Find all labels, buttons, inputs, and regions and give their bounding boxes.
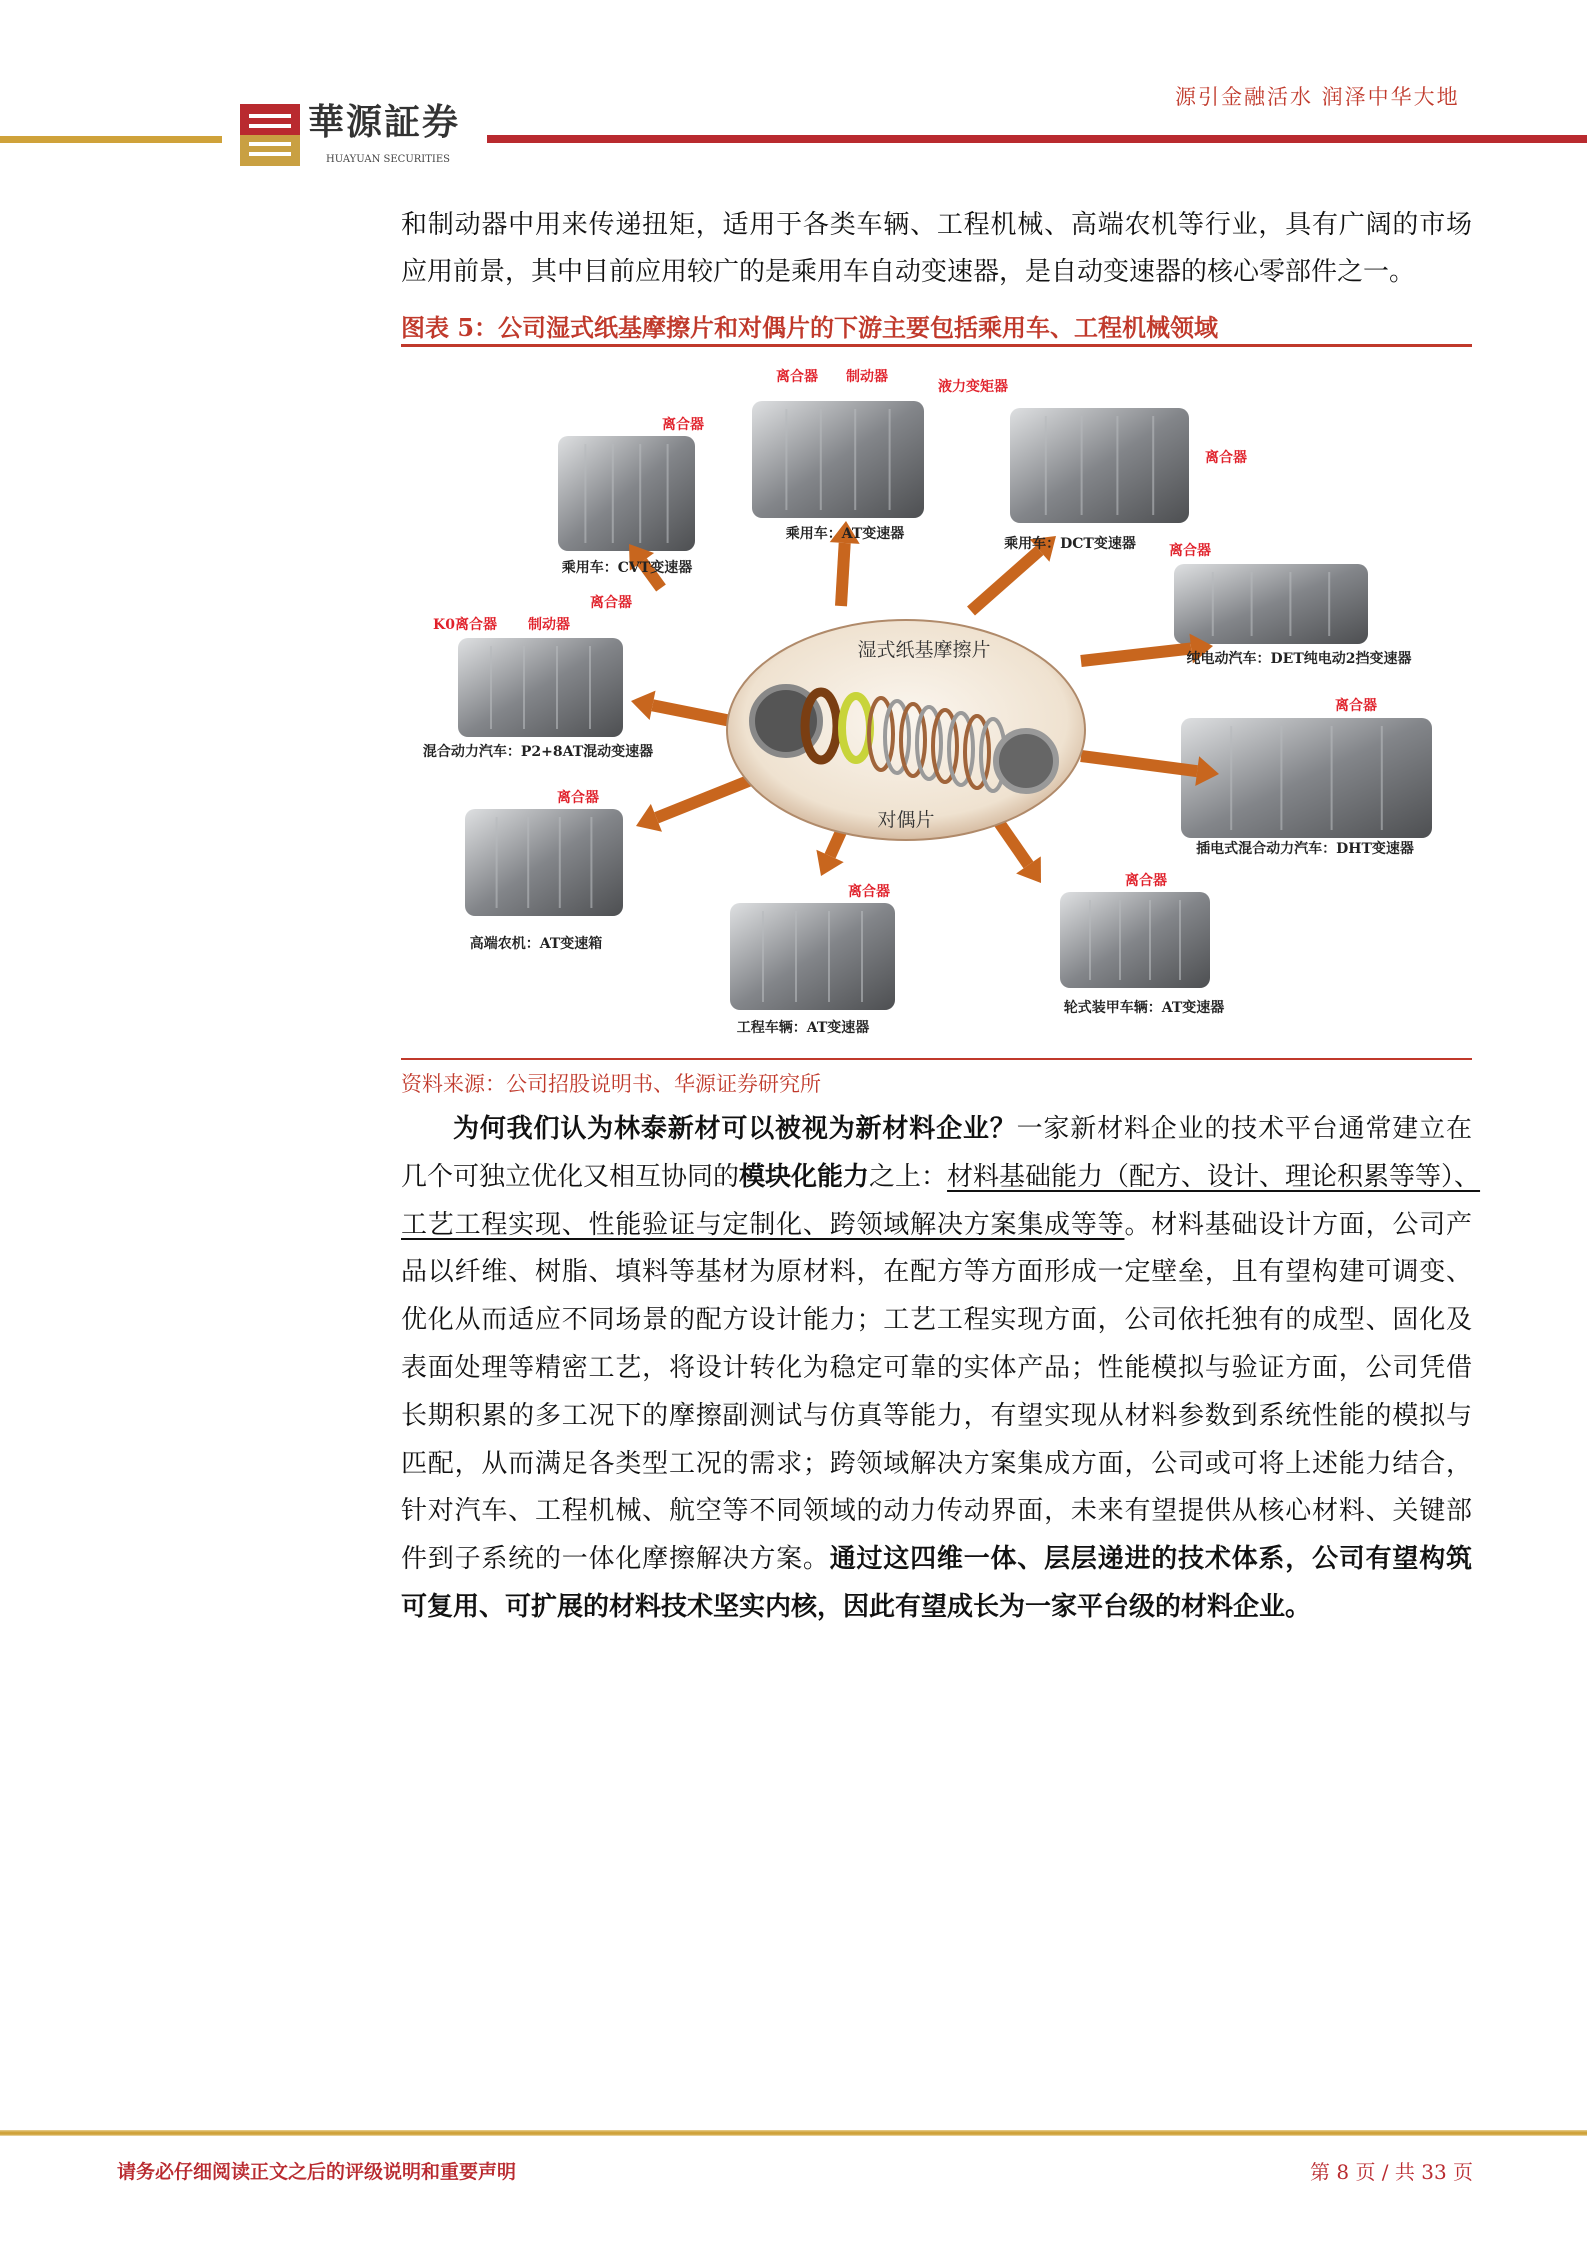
- item-caption-p2-8at: 混合动力汽车：P2+8AT混动变速器: [422, 744, 654, 760]
- huayuan-logo: [240, 100, 476, 170]
- text-segment: 。材料基础设计方面，公司产: [1124, 1209, 1472, 1240]
- page-number: 第 8 页 / 共 33 页: [1310, 2160, 1474, 2184]
- text-segment: 之上：: [869, 1161, 948, 1192]
- transmission-image: [465, 809, 623, 916]
- transmission-image: [558, 436, 695, 551]
- part-label-clutch: 离合器: [557, 790, 599, 806]
- part-label-clutch: 离合器: [590, 595, 632, 611]
- text-segment: 品以纤维、树脂、填料等基材为原材料，在配方等方面形成一定壁垒，且有望构建可调变、: [401, 1257, 1472, 1288]
- item-caption-at: 乘用车：AT变速器: [785, 526, 905, 542]
- bold-text: 可复用、可扩展的材料技术坚实内核，因此有望成长为一家平台级的材料企业。: [401, 1592, 1312, 1622]
- paragraph-line: [401, 1542, 1472, 1576]
- header-red-divider: [487, 135, 1587, 143]
- logo-english: HUAYUAN SECURITIES: [326, 154, 451, 165]
- part-label-clutch: 离合器: [1125, 873, 1167, 889]
- transmission-image: [1174, 564, 1368, 644]
- header-slogan: 源引金融活水 润泽中华大地: [1175, 85, 1460, 109]
- logo-name: 華源証券: [308, 101, 461, 143]
- figure-downstream-applications: [401, 356, 1472, 1056]
- intro-line: 应用前景，其中目前应用较广的是乘用车自动变速器，是自动变速器的核心零部件之一。: [401, 257, 1416, 287]
- logo-seal-icon: [240, 104, 300, 166]
- caption-divider: [401, 344, 1472, 347]
- transmission-image: [730, 903, 895, 1010]
- text-segment: 匹配，从而满足各类型工况的需求；跨领域解决方案集成方面，公司或可将上述能力结合，: [401, 1448, 1472, 1479]
- underlined-text: 工艺工程实现、性能验证与定制化、跨领域解决方案集成等等: [401, 1209, 1125, 1240]
- text-segment: 优化从而适应不同场景的配方设计能力；工艺工程实现方面，公司依托独有的成型、固化及: [401, 1305, 1472, 1336]
- text-segment: 几个可独立优化又相互协同的: [401, 1161, 740, 1192]
- part-label-clutch: 离合器: [1335, 698, 1377, 714]
- hub-disc: [996, 731, 1056, 791]
- transmission-image: [1060, 892, 1210, 988]
- item-caption-cvt: 乘用车：CVT变速器: [561, 560, 693, 576]
- part-label-clutch: 离合器: [662, 417, 704, 433]
- arrow-shaft: [971, 551, 1040, 611]
- paragraph-line: [401, 1255, 1472, 1289]
- header-gold-divider: [0, 136, 222, 143]
- center-label-mating-plate: 对偶片: [877, 809, 935, 831]
- arrow-shaft: [1081, 648, 1191, 661]
- figure-bottom-divider: [401, 1058, 1472, 1060]
- part-label-clutch: 离合器: [848, 884, 890, 900]
- transmission-image: [752, 401, 924, 518]
- part-label-k0-clutch: K0离合器: [433, 617, 497, 633]
- text-segment: 件到子系统的一体化摩擦解决方案。: [401, 1544, 830, 1575]
- part-label-torque-converter: 液力变矩器: [938, 379, 1008, 395]
- arrow-shaft: [1081, 756, 1197, 771]
- bold-text: 为何我们认为林泰新材可以被视为新材料企业？: [453, 1114, 1017, 1144]
- figure-source: 资料来源：公司招股说明书、华源证券研究所: [401, 1072, 821, 1096]
- item-caption-agri: 高端农机：AT变速箱: [469, 936, 603, 952]
- arrow-head: [631, 691, 656, 720]
- arrow-shaft: [841, 543, 845, 606]
- item-caption-det: 纯电动汽车：DET纯电动2挡变速器: [1186, 651, 1412, 667]
- underlined-text: 材料基础能力（配方、设计、理论积累等等）、: [947, 1161, 1481, 1192]
- part-label-brake: 制动器: [528, 617, 570, 633]
- paragraph-line: [401, 1208, 1472, 1242]
- paragraph-line: [401, 1351, 1472, 1385]
- footer-divider: [0, 2130, 1587, 2136]
- text-segment: 表面处理等精密工艺，将设计转化为稳定可靠的实体产品；性能模拟与验证方面，公司凭借: [401, 1353, 1472, 1383]
- bold-text: 通过这四维一体、层层递进的技术体系，公司有望构筑: [829, 1544, 1472, 1575]
- part-label-clutch: 离合器: [1169, 543, 1211, 559]
- transmission-image: [458, 638, 623, 737]
- intro-line: 和制动器中用来传递扭矩，适用于各类车辆、工程机械、高端农机等行业，具有广阔的市场: [401, 210, 1472, 240]
- paragraph-line: [401, 1447, 1472, 1481]
- figure-caption: 图表 5：公司湿式纸基摩擦片和对偶片的下游主要包括乘用车、工程机械领域: [401, 313, 1219, 342]
- paragraph-line: [401, 1399, 1472, 1433]
- text-segment: 一家新材料企业的技术平台通常建立在: [1016, 1114, 1472, 1144]
- arrow-shaft: [656, 776, 761, 818]
- paragraph-line: [401, 1303, 1472, 1337]
- item-caption-dht: 插电式混合动力汽车：DHT变速器: [1196, 841, 1414, 857]
- paragraph-line: [401, 1494, 1472, 1528]
- item-caption-armored: 轮式装甲车辆：AT变速器: [1063, 1000, 1225, 1016]
- transmission-image: [1181, 718, 1432, 838]
- paragraph-line: [401, 1160, 1481, 1194]
- paragraph-line: [453, 1112, 1472, 1146]
- item-caption-dct: 乘用车：DCT变速器: [1004, 536, 1136, 552]
- item-caption-engineering: 工程车辆：AT变速器: [736, 1020, 870, 1036]
- center-label-friction-plate: 湿式纸基摩擦片: [857, 639, 991, 661]
- part-label-clutch: 离合器: [776, 369, 818, 385]
- transmission-image: [1010, 408, 1189, 523]
- part-label-clutch: 离合器: [1205, 450, 1247, 466]
- bold-text: 模块化能力: [739, 1161, 870, 1192]
- paragraph-line: [401, 1590, 1472, 1624]
- part-label-brake: 制动器: [846, 369, 888, 385]
- text-segment: 长期积累的多工况下的摩擦副测试与仿真等能力，有望实现从材料参数到系统性能的模拟与: [401, 1400, 1472, 1431]
- footer-disclaimer: 请务必仔细阅读正文之后的评级说明和重要声明: [117, 2161, 517, 2183]
- text-segment: 针对汽车、工程机械、航空等不同领域的动力传动界面，未来有望提供从核心材料、关键部: [401, 1496, 1472, 1527]
